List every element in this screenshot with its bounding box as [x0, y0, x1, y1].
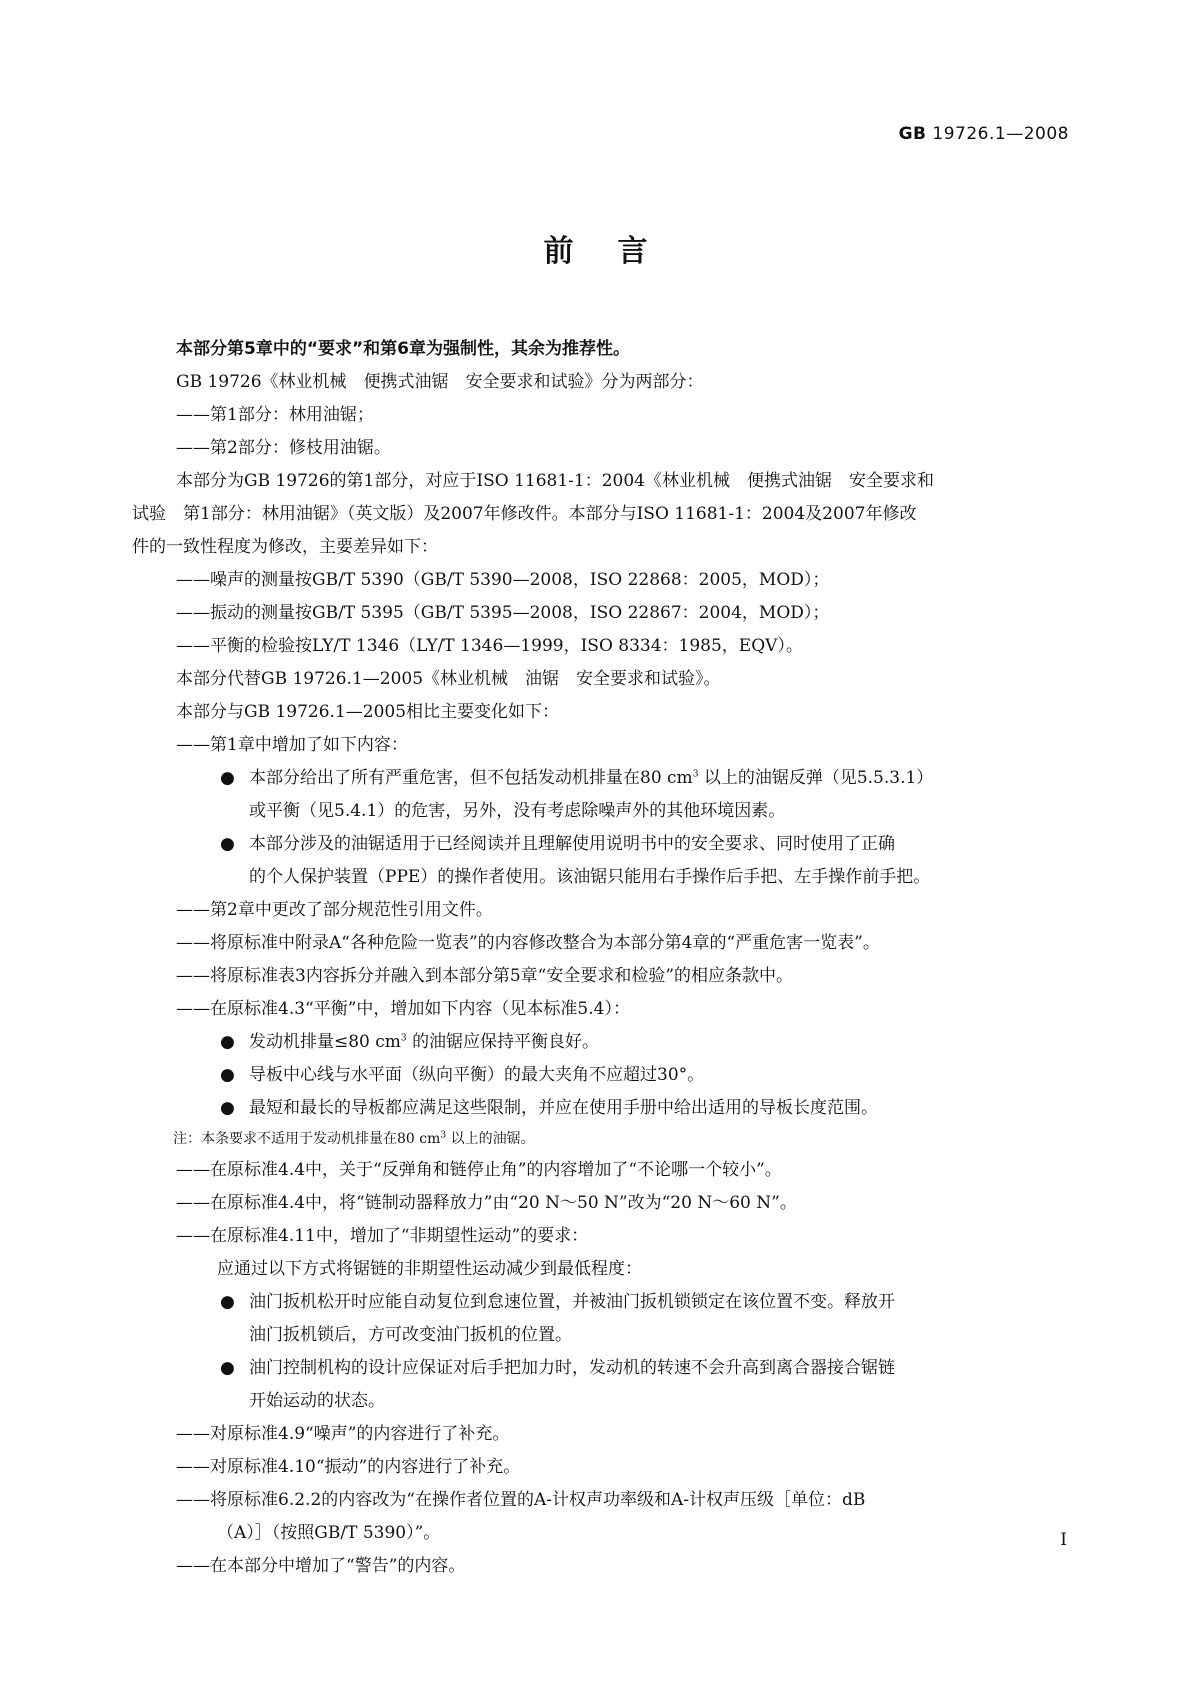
dash-item: ——在原标准4.4中，将“链制动器释放力”由“20 N～50 N”改为“20 N～60 N”。	[176, 1193, 797, 1213]
sub-paragraph: 应通过以下方式将锯链的非期望性运动减少到最低程度：	[217, 1259, 642, 1279]
bullet-icon: ●	[220, 1292, 235, 1312]
standard-prefix: GB	[898, 124, 927, 144]
bullet-continuation: 或平衡（见5.4.1）的危害，另外，没有考虑除噪声外的其他环境因素。	[249, 801, 786, 821]
paragraph-line: GB 19726《林业机械 便携式油锯 安全要求和试验》分为两部分：	[176, 372, 704, 392]
dash-item: ——在原标准4.4中，关于“反弹角和链停止角”的内容增加了“不论哪一个较小”。	[176, 1160, 782, 1180]
mandatory-statement: 本部分第5章中的“要求”和第6章为强制性，其余为推荐性。	[176, 339, 631, 359]
bullet-icon: ●	[220, 1098, 235, 1118]
bullet-icon: ●	[220, 834, 235, 854]
paragraph-line: 件的一致性程度为修改，主要差异如下：	[132, 537, 438, 557]
bullet-icon: ●	[220, 768, 235, 788]
dash-item: ——噪声的测量按GB/T 5390（GB/T 5390—2008，ISO 22868：2005，MOD）；	[176, 570, 830, 590]
dash-item: ——对原标准4.10“振动”的内容进行了补充。	[176, 1457, 521, 1477]
dash-item: ——在原标准4.11中，增加了“非期望性运动”的要求：	[176, 1226, 589, 1246]
bullet-continuation: 开始运动的状态。	[249, 1391, 385, 1411]
paragraph-line: 本部分与GB 19726.1—2005相比主要变化如下：	[176, 702, 560, 722]
dash-item: ——振动的测量按GB/T 5395（GB/T 5395—2008，ISO 22867：2004，MOD）；	[176, 603, 830, 623]
note-line: 注：本条要求不适用于发动机排量在80 $cm^3$ 以上的油锯。	[173, 1130, 535, 1147]
foreword-body	[132, 333, 1058, 1583]
bullet-item: ● 油门扳机松开时应能自动复位到怠速位置，并被油门扳机锁锁定在该位置不变。释放开	[176, 1286, 1058, 1319]
bullet-continuation: 油门扳机锁后，方可改变油门扳机的位置。	[249, 1325, 572, 1345]
page-title: 前言	[543, 234, 692, 269]
dash-item: ——对原标准4.9“噪声”的内容进行了补充。	[176, 1424, 510, 1444]
paragraph-line: 试验 第1部分：林用油锯》（英文版）及2007年修改件。本部分与ISO 11681-1：2004及2007年修改	[132, 504, 917, 524]
standard-code	[899, 124, 1069, 144]
dash-item: ——在本部分中增加了“警告”的内容。	[176, 1556, 466, 1576]
bullet-continuation: 的个人保护装置（PPE）的操作者使用。该油锯只能用右手操作后手把、左手操作前手把。	[249, 867, 931, 887]
bullet-item: ● 本部分涉及的油锯适用于已经阅读并且理解使用说明书中的安全要求、同时使用了正确	[176, 828, 1058, 861]
dash-item: ——第2部分：修枝用油锯。	[176, 438, 391, 458]
dash-item: ——第1部分：林用油锯；	[176, 405, 374, 425]
dash-item: ——将原标准表3内容拆分并融入到本部分第5章“安全要求和检验”的相应条款中。	[176, 966, 794, 986]
dash-item: ——将原标准6.2.2的内容改为“在操作者位置的A-计权声功率级和A-计权声压级［单位：dB	[176, 1490, 866, 1510]
bullet-icon: ●	[220, 1065, 235, 1085]
dash-item: ——第1章中增加了如下内容：	[176, 735, 408, 755]
standard-number: 19726.1—2008	[932, 124, 1069, 144]
dash-item: ——平衡的检验按LY/T 1346（LY/T 1346—1999，ISO 8334：1985，EQV）。	[176, 636, 803, 656]
paragraph-line: 本部分代替GB 19726.1—2005《林业机械 油锯 安全要求和试验》。	[176, 669, 721, 689]
bullet-icon: ●	[220, 1358, 235, 1378]
bullet-item: ● 本部分给出了所有严重危害，但不包括发动机排量在80 $cm^3$ 以上的油锯反弹（见5.5.3.1）	[176, 762, 1058, 795]
dash-item: ——第2章中更改了部分规范性引用文件。	[176, 900, 493, 920]
page-number: I	[1060, 1530, 1067, 1550]
dash-item: ——在原标准4.3“平衡”中，增加如下内容（见本标准5.4）：	[176, 999, 630, 1019]
bullet-item: ● 油门控制机构的设计应保证对后手把加力时，发动机的转速不会升高到离合器接合锯链	[176, 1352, 1058, 1385]
bullet-item: ● 导板中心线与水平面（纵向平衡）的最大夹角不应超过30°。	[176, 1059, 1058, 1092]
paragraph-line: 本部分为GB 19726的第1部分，对应于ISO 11681-1：2004《林业机械 便携式油锯 安全要求和	[176, 471, 934, 491]
bullet-icon: ●	[220, 1032, 235, 1052]
bullet-item: ● 发动机排量≤80 $cm^3$ 的油锯应保持平衡良好。	[176, 1026, 1058, 1059]
bullet-item: ● 最短和最长的导板都应满足这些限制，并应在使用手册中给出适用的导板长度范围。	[176, 1092, 1058, 1125]
dash-continuation: （A）］（按照GB/T 5390）”。	[217, 1523, 441, 1543]
dash-item: ——将原标准中附录A“各种危险一览表”的内容修改整合为本部分第4章的“严重危害一览表”。	[176, 933, 880, 953]
